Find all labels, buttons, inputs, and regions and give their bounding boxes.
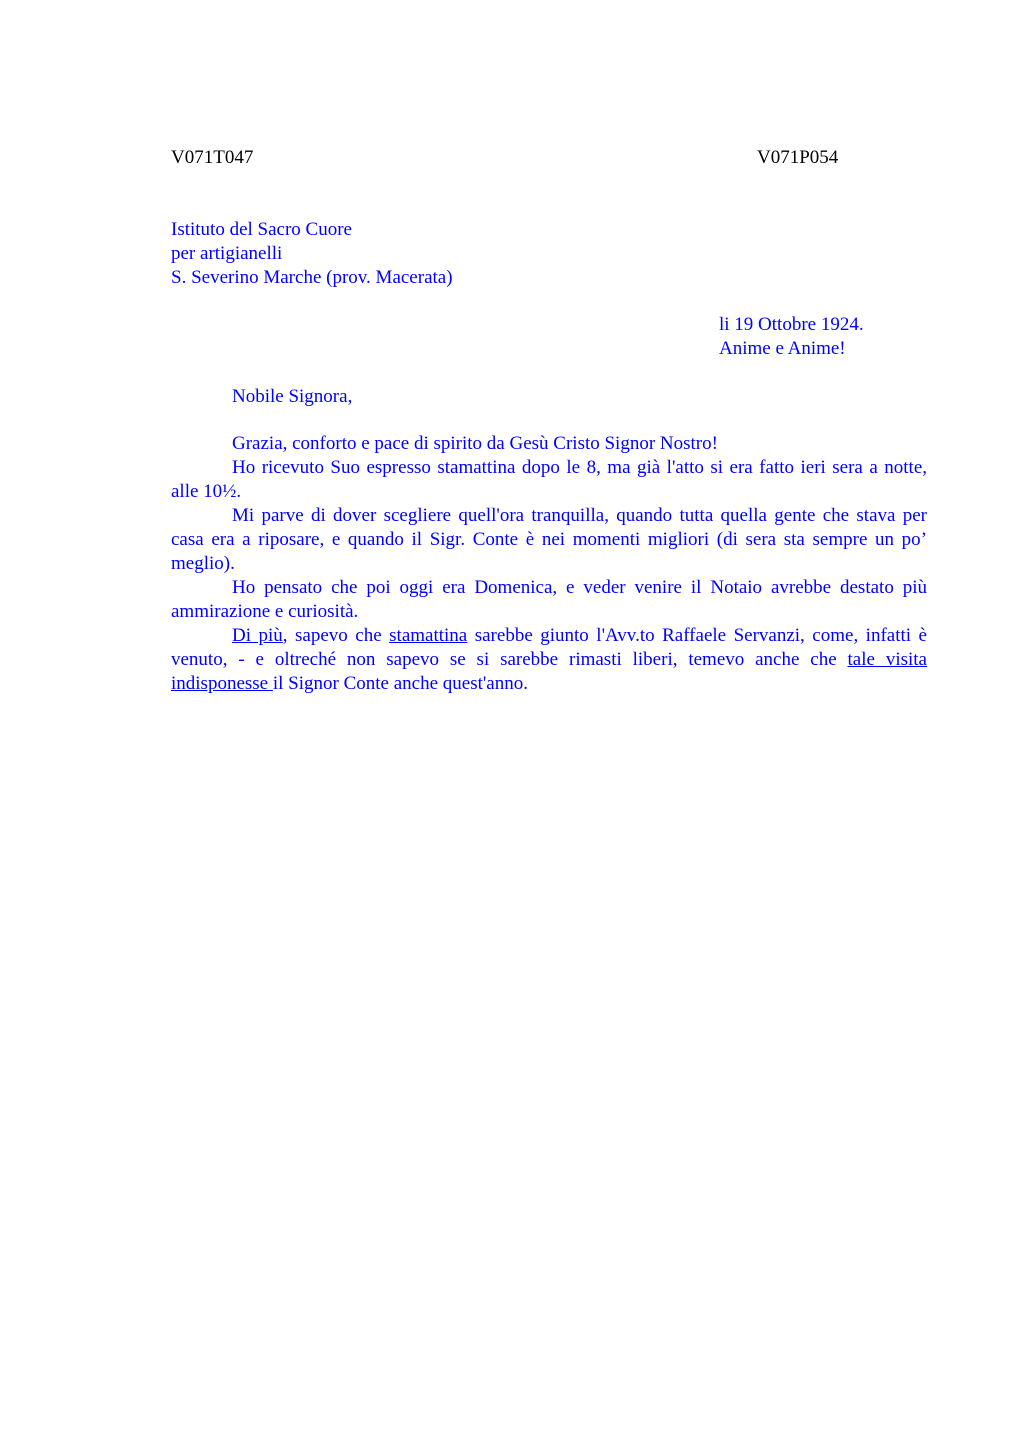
paragraph-5 bbox=[171, 624, 927, 696]
paragraph-4: Ho pensato che poi oggi era Domenica, e veder venire il Notaio avrebbe destato più ammirazione e curiosità. bbox=[171, 577, 927, 622]
paragraph-2: Ho ricevuto Suo espresso stamattina dopo le 8, ma già l'atto si era fatto ieri sera a notte, alle 10½. bbox=[171, 457, 927, 502]
archive-code-left: V071T047 bbox=[171, 147, 254, 168]
paragraph-5-text: il Signor Conte anche quest'anno. bbox=[272, 673, 528, 694]
underlined-text: Di più bbox=[232, 625, 283, 646]
letter-date: li 19 Ottobre 1924. bbox=[719, 314, 864, 335]
letter-body bbox=[171, 432, 927, 696]
institution-subtitle: per artigianelli bbox=[171, 243, 283, 264]
paragraph-5-text: sarebbe giunto l'Avv.to Raffaele Servanzi, come, infatti è venuto, - e oltreché non sapevo se si sarebbe rimasti liberi, temevo anche che bbox=[171, 625, 927, 670]
paragraph-3: Mi parve di dover scegliere quell'ora tranquilla, quando tutta quella gente che stava per casa era a riposare, e quando il Sigr. Conte è nei momenti migliori (di sera sta sempre un po’ meglio). bbox=[171, 505, 927, 574]
salutation: Nobile Signora, bbox=[232, 386, 353, 407]
dateline bbox=[719, 313, 959, 361]
institution-header bbox=[171, 218, 671, 290]
underlined-text: tale visita indisponesse bbox=[171, 649, 927, 694]
paragraph-5-text: , sapevo che bbox=[282, 625, 390, 646]
archive-code-right: V071P054 bbox=[757, 147, 839, 168]
institution-name: Istituto del Sacro Cuore bbox=[171, 219, 352, 240]
institution-location: S. Severino Marche (prov. Macerata) bbox=[171, 267, 453, 288]
letter-motto: Anime e Anime! bbox=[719, 338, 846, 359]
underlined-text: stamattina bbox=[389, 625, 468, 646]
paragraph-1: Grazia, conforto e pace di spirito da Gesù Cristo Signor Nostro! bbox=[232, 433, 718, 454]
